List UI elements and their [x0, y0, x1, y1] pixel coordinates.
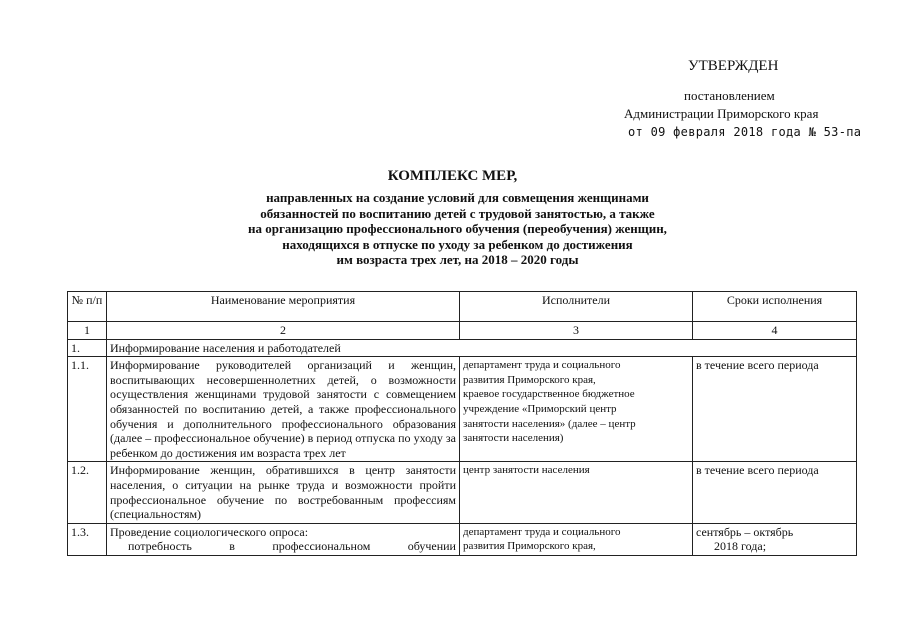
executor-line: департамент труда и социального: [463, 359, 621, 372]
decree-label: постановлением: [684, 88, 775, 103]
measure-line: Проведение социологического опроса:: [110, 524, 309, 539]
measure-word: профессиональном: [272, 539, 371, 554]
row-number: 1.2.: [68, 462, 107, 523]
terms-line: сентябрь – октябрь: [696, 524, 794, 539]
col-number: 3: [460, 322, 693, 340]
subtitle-line: находящихся в отпуске по уходу за ребенком до достижения: [282, 236, 633, 252]
measure-line: [110, 539, 456, 554]
measures-table: [67, 291, 857, 556]
row-terms: в течение всего периода: [693, 462, 857, 523]
approved-stamp: УТВЕРЖДЕН: [688, 58, 779, 74]
terms-line: 2018 года;: [714, 539, 767, 554]
measure-word: потребность: [128, 539, 192, 554]
executor-line: департамент труда и социального: [463, 525, 621, 538]
executor-line: занятости населения): [463, 432, 564, 445]
document-subtitle: [150, 190, 765, 268]
subtitle-line: направленных на создание условий для совмещения женщинами: [266, 190, 649, 205]
section-row: [68, 339, 857, 357]
header-executors: Исполнители: [460, 292, 693, 322]
col-number: 2: [107, 322, 460, 340]
measure-word: в: [229, 539, 235, 554]
col-number: 4: [693, 322, 857, 340]
executor-line: развития Приморского края,: [463, 540, 596, 553]
row-terms: [693, 523, 857, 555]
subtitle-line: обязанностей по воспитанию детей с трудовой занятостью, а также: [260, 205, 655, 221]
executor-line: занятости населения» (далее – центр: [463, 417, 636, 430]
subtitle-line: на организацию профессионального обучения (переобучения) женщин,: [248, 221, 667, 237]
col-number: 1: [68, 322, 107, 340]
administration-name: Администрации Приморского края: [624, 106, 819, 121]
executor-line: развития Приморского края,: [463, 373, 596, 386]
row-measure: Информирование женщин, обратившихся в центр занятости населения, о ситуации на рынке труда и возможности пройти профессиональное обучение по востребованным профессиям (специальностям): [107, 462, 460, 523]
table-header-row: [68, 292, 857, 322]
measure-word: обучении: [407, 539, 456, 554]
row-terms: в течение всего периода: [693, 357, 857, 462]
executor-line: учреждение «Приморский центр: [463, 402, 617, 415]
executor-line: краевое государственное бюджетное: [463, 388, 635, 401]
row-number: 1.1.: [68, 357, 107, 462]
header-num: № п/п: [68, 292, 107, 322]
executor-line: центр занятости населения: [463, 464, 590, 477]
section-number: 1.: [68, 339, 107, 357]
row-measure: Информирование руководителей организаций и женщин, воспитывающих несовершеннолетних детей, о возможности осуществления женщинами трудовой занятости с совмещением обязанностей по воспитанию детей, а также профессионального обучения и дополнительного профессионального образования (далее – профессиональное обучение) в период отпуска по уходу за ребенком до достижения им возраста трех лет: [107, 357, 460, 462]
header-name: Наименование мероприятия: [107, 292, 460, 322]
header-terms: Сроки исполнения: [693, 292, 857, 322]
decree-date: от 09 февраля 2018 года № 53-па: [628, 125, 862, 139]
row-executors: [460, 523, 693, 555]
column-numbers-row: [68, 322, 857, 340]
table-row: [68, 357, 857, 462]
row-executors: [460, 357, 693, 462]
row-measure: [107, 523, 460, 555]
section-title: Информирование населения и работодателей: [107, 339, 857, 357]
table-row: [68, 523, 857, 555]
row-executors: [460, 462, 693, 523]
row-number: 1.3.: [68, 523, 107, 555]
approval-block: [0, 0, 905, 140]
document-title: КОМПЛЕКС МЕР,: [387, 168, 518, 184]
subtitle-line: им возраста трех лет, на 2018 – 2020 годы: [336, 252, 579, 268]
table-row: [68, 462, 857, 523]
